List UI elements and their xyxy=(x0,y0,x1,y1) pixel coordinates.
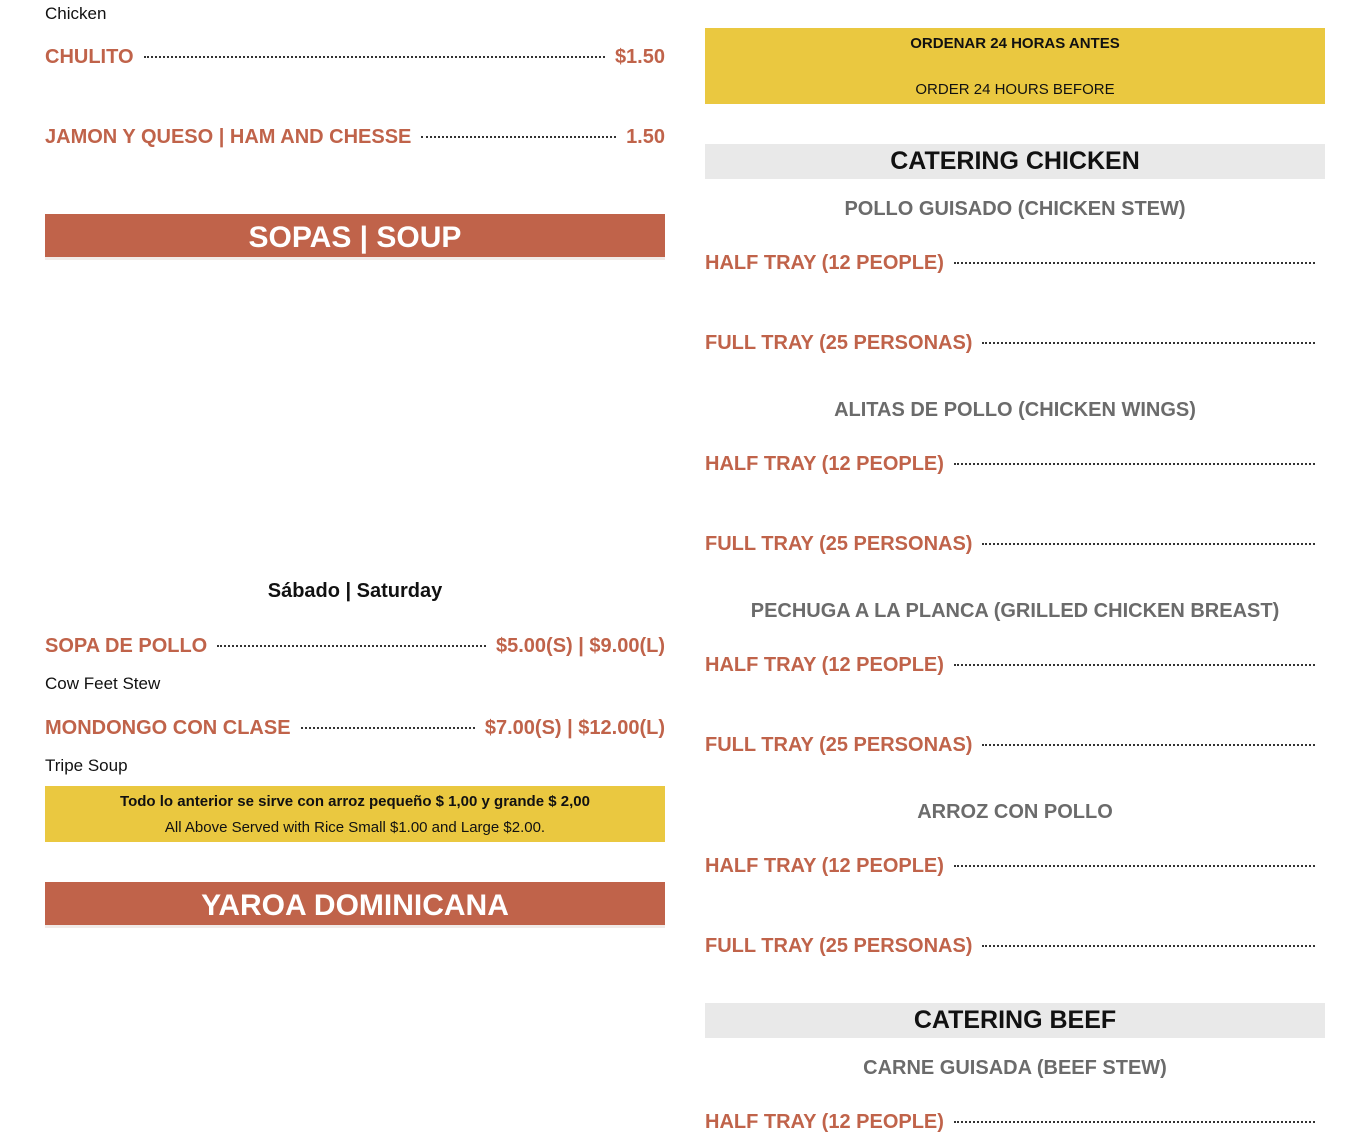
section-banner-soup: SOPAS | SOUP xyxy=(45,214,665,257)
item-description: Tripe Soup xyxy=(45,756,128,775)
item-name: FULL TRAY (25 PERSONAS) xyxy=(705,734,973,756)
tray-row-half xyxy=(705,1111,1315,1134)
rice-note-spanish: Todo lo anterior se sirve con arroz pequeño $ 1,00 y grande $ 2,00 xyxy=(120,793,590,810)
order-note-spanish: ORDENAR 24 HORAS ANTES xyxy=(910,35,1120,52)
tray-row-half xyxy=(705,654,1315,677)
dotted-leader xyxy=(982,543,1315,545)
section-banner-yaroa: YAROA DOMINICANA xyxy=(45,882,665,925)
item-name: HALF TRAY (12 PEOPLE) xyxy=(705,855,944,877)
dish-title: CARNE GUISADA (BEEF STEW) xyxy=(863,1057,1167,1079)
dotted-leader xyxy=(954,1121,1315,1123)
dish-title: ARROZ CON POLLO xyxy=(917,801,1113,823)
dotted-leader xyxy=(421,136,616,138)
item-name: CHULITO xyxy=(45,46,134,68)
item-description: Cow Feet Stew xyxy=(45,674,161,693)
item-name: HALF TRAY (12 PEOPLE) xyxy=(705,1111,944,1133)
menu-right-column xyxy=(705,0,1325,1140)
dotted-leader xyxy=(144,56,605,58)
menu-item-chulito xyxy=(45,46,665,69)
order-note-box xyxy=(705,28,1325,104)
dotted-leader xyxy=(982,744,1315,746)
tray-row-full xyxy=(705,332,1315,355)
item-price: $1.50 xyxy=(614,46,665,68)
menu-item-sopa-de-pollo xyxy=(45,635,665,658)
item-name: FULL TRAY (25 PERSONAS) xyxy=(705,935,973,957)
tray-row-half xyxy=(705,453,1315,476)
item-price: $7.00(S) | $12.00(L) xyxy=(484,717,665,739)
item-price: 1.50 xyxy=(626,126,665,148)
dotted-leader xyxy=(982,342,1315,344)
item-name: HALF TRAY (12 PEOPLE) xyxy=(705,453,944,475)
item-name: FULL TRAY (25 PERSONAS) xyxy=(705,332,973,354)
dotted-leader xyxy=(954,262,1315,264)
item-name: HALF TRAY (12 PEOPLE) xyxy=(705,252,944,274)
item-name: MONDONGO CON CLASE xyxy=(45,717,291,739)
rice-note-english: All Above Served with Rice Small $1.00 and Large $2.00. xyxy=(164,819,546,836)
dish-title: POLLO GUISADO (CHICKEN STEW) xyxy=(844,198,1186,220)
dotted-leader xyxy=(954,664,1315,666)
item-name: SOPA DE POLLO xyxy=(45,635,208,657)
tray-row-full xyxy=(705,533,1315,556)
item-price: $5.00(S) | $9.00(L) xyxy=(495,635,665,657)
tray-row-half xyxy=(705,855,1315,878)
section-header-catering-beef: CATERING BEEF xyxy=(705,1003,1325,1038)
dotted-leader xyxy=(982,945,1315,947)
tray-row-half xyxy=(705,252,1315,275)
item-description: Chicken xyxy=(45,4,107,23)
menu-item-jamon-y-queso xyxy=(45,126,665,149)
menu-left-column xyxy=(45,0,665,1140)
dish-title: ALITAS DE POLLO (CHICKEN WINGS) xyxy=(834,399,1196,421)
tray-row-full xyxy=(705,734,1315,757)
item-name: FULL TRAY (25 PERSONAS) xyxy=(705,533,973,555)
section-header-catering-chicken: CATERING CHICKEN xyxy=(705,144,1325,179)
dish-title: PECHUGA A LA PLANCA (GRILLED CHICKEN BREAST) xyxy=(750,600,1280,622)
dotted-leader xyxy=(301,727,475,729)
dotted-leader xyxy=(954,463,1315,465)
order-note-english: ORDER 24 HOURS BEFORE xyxy=(915,81,1115,98)
dotted-leader xyxy=(954,865,1315,867)
item-name: JAMON Y QUESO | HAM AND CHESSE xyxy=(45,126,412,148)
rice-note-box xyxy=(45,786,665,842)
dotted-leader xyxy=(217,645,486,647)
item-name: HALF TRAY (12 PEOPLE) xyxy=(705,654,944,676)
day-heading: Sábado | Saturday xyxy=(267,580,443,602)
menu-item-mondongo xyxy=(45,717,665,740)
tray-row-full xyxy=(705,935,1315,958)
